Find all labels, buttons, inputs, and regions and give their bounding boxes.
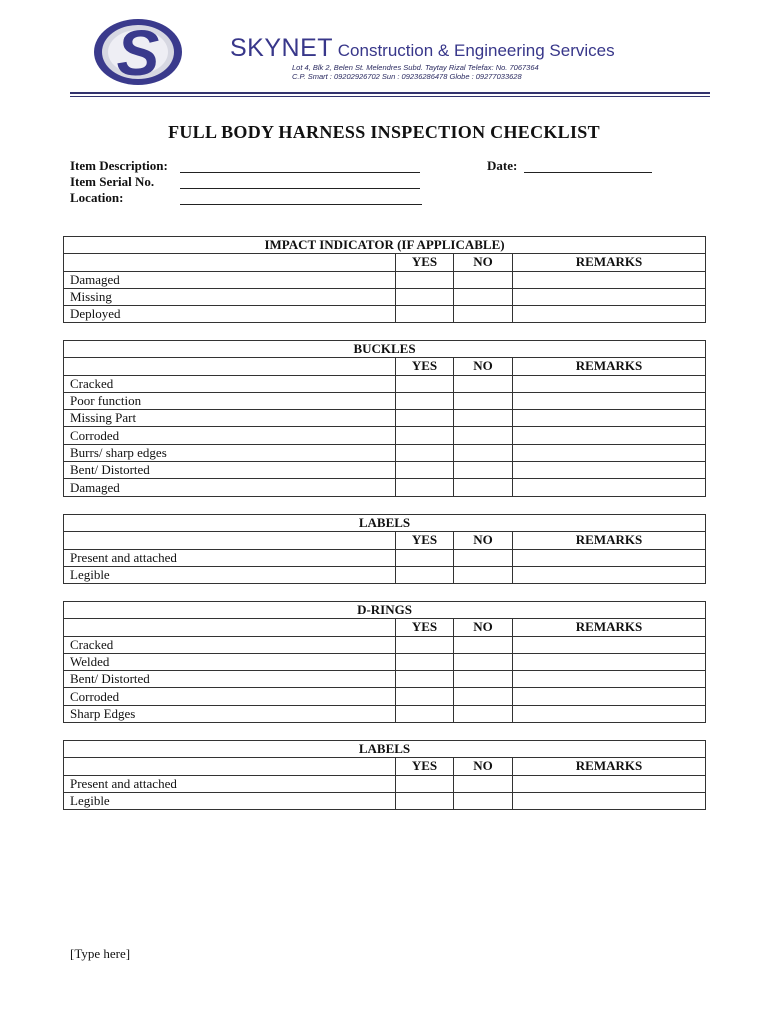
section-title: IMPACT INDICATOR (IF APPLICABLE) (64, 237, 706, 254)
checklist-item-label: Deployed (64, 306, 396, 323)
yes-cell[interactable] (396, 566, 454, 583)
section-title: LABELS (64, 741, 706, 758)
remarks-cell[interactable] (513, 566, 706, 583)
table-row (64, 271, 706, 288)
yes-cell[interactable] (396, 375, 454, 392)
yes-cell[interactable] (396, 636, 454, 653)
yes-cell[interactable] (396, 792, 454, 809)
remarks-cell[interactable] (513, 549, 706, 566)
yes-cell[interactable] (396, 653, 454, 670)
checklist-item-label: Legible (64, 792, 396, 809)
remarks-cell[interactable] (513, 653, 706, 670)
remarks-cell[interactable] (513, 410, 706, 427)
no-cell[interactable] (454, 444, 513, 461)
checklist-section-table (63, 236, 706, 323)
item-description-field[interactable] (180, 172, 420, 173)
company-address: Lot 4, Blk 2, Belen St. Melendres Subd. Taytay Rizal Telefax: No. 7067364 (292, 63, 539, 72)
company-name-main: SKYNET (230, 34, 334, 62)
no-cell[interactable] (454, 653, 513, 670)
no-cell[interactable] (454, 792, 513, 809)
table-row (64, 410, 706, 427)
table-row (64, 705, 706, 722)
item-serial-field[interactable] (180, 188, 420, 189)
yes-cell[interactable] (396, 306, 454, 323)
remarks-cell[interactable] (513, 271, 706, 288)
checklist-item-label: Present and attached (64, 549, 396, 566)
table-row (64, 688, 706, 705)
remarks-cell[interactable] (513, 792, 706, 809)
no-cell[interactable] (454, 549, 513, 566)
no-cell[interactable] (454, 566, 513, 583)
date-label: Date: (487, 158, 518, 173)
item-description-label: Item Description: (70, 158, 168, 173)
header-blank-cell (64, 619, 396, 636)
remarks-cell[interactable] (513, 479, 706, 496)
checklist-item-label: Sharp Edges (64, 705, 396, 722)
yes-cell[interactable] (396, 444, 454, 461)
company-name-rest: Construction & Engineering Services (333, 41, 615, 60)
yes-cell[interactable] (396, 462, 454, 479)
column-header-remarks: REMARKS (513, 758, 706, 775)
section-title: LABELS (64, 515, 706, 532)
remarks-cell[interactable] (513, 636, 706, 653)
table-row (64, 549, 706, 566)
header-blank-cell (64, 358, 396, 375)
yes-cell[interactable] (396, 705, 454, 722)
remarks-cell[interactable] (513, 427, 706, 444)
header-rule-thick (70, 92, 710, 94)
checklist-item-label: Burrs/ sharp edges (64, 444, 396, 461)
table-row (64, 462, 706, 479)
checklist-section-table (63, 340, 706, 497)
table-row (64, 375, 706, 392)
checklist-item-label: Corroded (64, 688, 396, 705)
yes-cell[interactable] (396, 271, 454, 288)
remarks-cell[interactable] (513, 306, 706, 323)
no-cell[interactable] (454, 375, 513, 392)
no-cell[interactable] (454, 271, 513, 288)
remarks-cell[interactable] (513, 775, 706, 792)
no-cell[interactable] (454, 392, 513, 409)
table-row (64, 636, 706, 653)
yes-cell[interactable] (396, 288, 454, 305)
table-row (64, 653, 706, 670)
checklist-item-label: Legible (64, 566, 396, 583)
column-header-no: NO (454, 532, 513, 549)
remarks-cell[interactable] (513, 288, 706, 305)
table-row (64, 392, 706, 409)
column-header-no: NO (454, 619, 513, 636)
date-field[interactable] (524, 172, 652, 173)
checklist-section-table (63, 514, 706, 584)
column-header-no: NO (454, 758, 513, 775)
no-cell[interactable] (454, 775, 513, 792)
company-contacts: C.P. Smart : 09202926702 Sun : 09236286478 Globe : 09277033628 (292, 72, 522, 81)
no-cell[interactable] (454, 671, 513, 688)
column-header-remarks: REMARKS (513, 532, 706, 549)
header-blank-cell (64, 532, 396, 549)
header-blank-cell (64, 758, 396, 775)
column-header-yes: YES (396, 758, 454, 775)
remarks-cell[interactable] (513, 444, 706, 461)
remarks-cell[interactable] (513, 392, 706, 409)
header-rule-thin (70, 96, 710, 97)
remarks-cell[interactable] (513, 688, 706, 705)
checklist-item-label: Damaged (64, 271, 396, 288)
checklist-item-label: Poor function (64, 392, 396, 409)
yes-cell[interactable] (396, 688, 454, 705)
no-cell[interactable] (454, 462, 513, 479)
remarks-cell[interactable] (513, 671, 706, 688)
checklist-item-label: Damaged (64, 479, 396, 496)
table-row (64, 427, 706, 444)
column-header-yes: YES (396, 358, 454, 375)
no-cell[interactable] (454, 410, 513, 427)
table-row (64, 775, 706, 792)
no-cell[interactable] (454, 636, 513, 653)
no-cell[interactable] (454, 288, 513, 305)
column-header-yes: YES (396, 254, 454, 271)
column-header-yes: YES (396, 532, 454, 549)
checklist-item-label: Missing (64, 288, 396, 305)
column-header-remarks: REMARKS (513, 358, 706, 375)
checklist-item-label: Bent/ Distorted (64, 462, 396, 479)
table-row (64, 288, 706, 305)
checklist-section-table (63, 740, 706, 810)
header-blank-cell (64, 254, 396, 271)
remarks-cell[interactable] (513, 462, 706, 479)
no-cell[interactable] (454, 688, 513, 705)
column-header-yes: YES (396, 619, 454, 636)
page-title: FULL BODY HARNESS INSPECTION CHECKLIST (168, 122, 600, 142)
table-row (64, 306, 706, 323)
yes-cell[interactable] (396, 549, 454, 566)
yes-cell[interactable] (396, 392, 454, 409)
table-row (64, 444, 706, 461)
location-label: Location: (70, 190, 124, 205)
company-logo-icon (93, 17, 183, 87)
yes-cell[interactable] (396, 410, 454, 427)
no-cell[interactable] (454, 479, 513, 496)
no-cell[interactable] (454, 705, 513, 722)
checklist-item-label: Cracked (64, 636, 396, 653)
section-title: BUCKLES (64, 341, 706, 358)
remarks-cell[interactable] (513, 705, 706, 722)
remarks-cell[interactable] (513, 375, 706, 392)
checklist-item-label: Cracked (64, 375, 396, 392)
logo-letter: S (116, 17, 160, 87)
letterhead (0, 0, 768, 100)
item-serial-label: Item Serial No. (70, 174, 155, 189)
checklist-item-label: Missing Part (64, 410, 396, 427)
table-row (64, 792, 706, 809)
company-name (230, 34, 615, 63)
checklist-item-label: Bent/ Distorted (64, 671, 396, 688)
checklist-item-label: Welded (64, 653, 396, 670)
column-header-no: NO (454, 358, 513, 375)
column-header-remarks: REMARKS (513, 254, 706, 271)
checklist-section-table (63, 601, 706, 723)
table-row (64, 479, 706, 496)
yes-cell[interactable] (396, 775, 454, 792)
column-header-no: NO (454, 254, 513, 271)
section-title: D-RINGS (64, 602, 706, 619)
column-header-remarks: REMARKS (513, 619, 706, 636)
table-row (64, 671, 706, 688)
no-cell[interactable] (454, 306, 513, 323)
checklist-item-label: Present and attached (64, 775, 396, 792)
checklist-item-label: Corroded (64, 427, 396, 444)
table-row (64, 566, 706, 583)
yes-cell[interactable] (396, 671, 454, 688)
no-cell[interactable] (454, 427, 513, 444)
location-field[interactable] (180, 204, 422, 205)
yes-cell[interactable] (396, 427, 454, 444)
yes-cell[interactable] (396, 479, 454, 496)
footer-placeholder: [Type here] (70, 946, 131, 961)
